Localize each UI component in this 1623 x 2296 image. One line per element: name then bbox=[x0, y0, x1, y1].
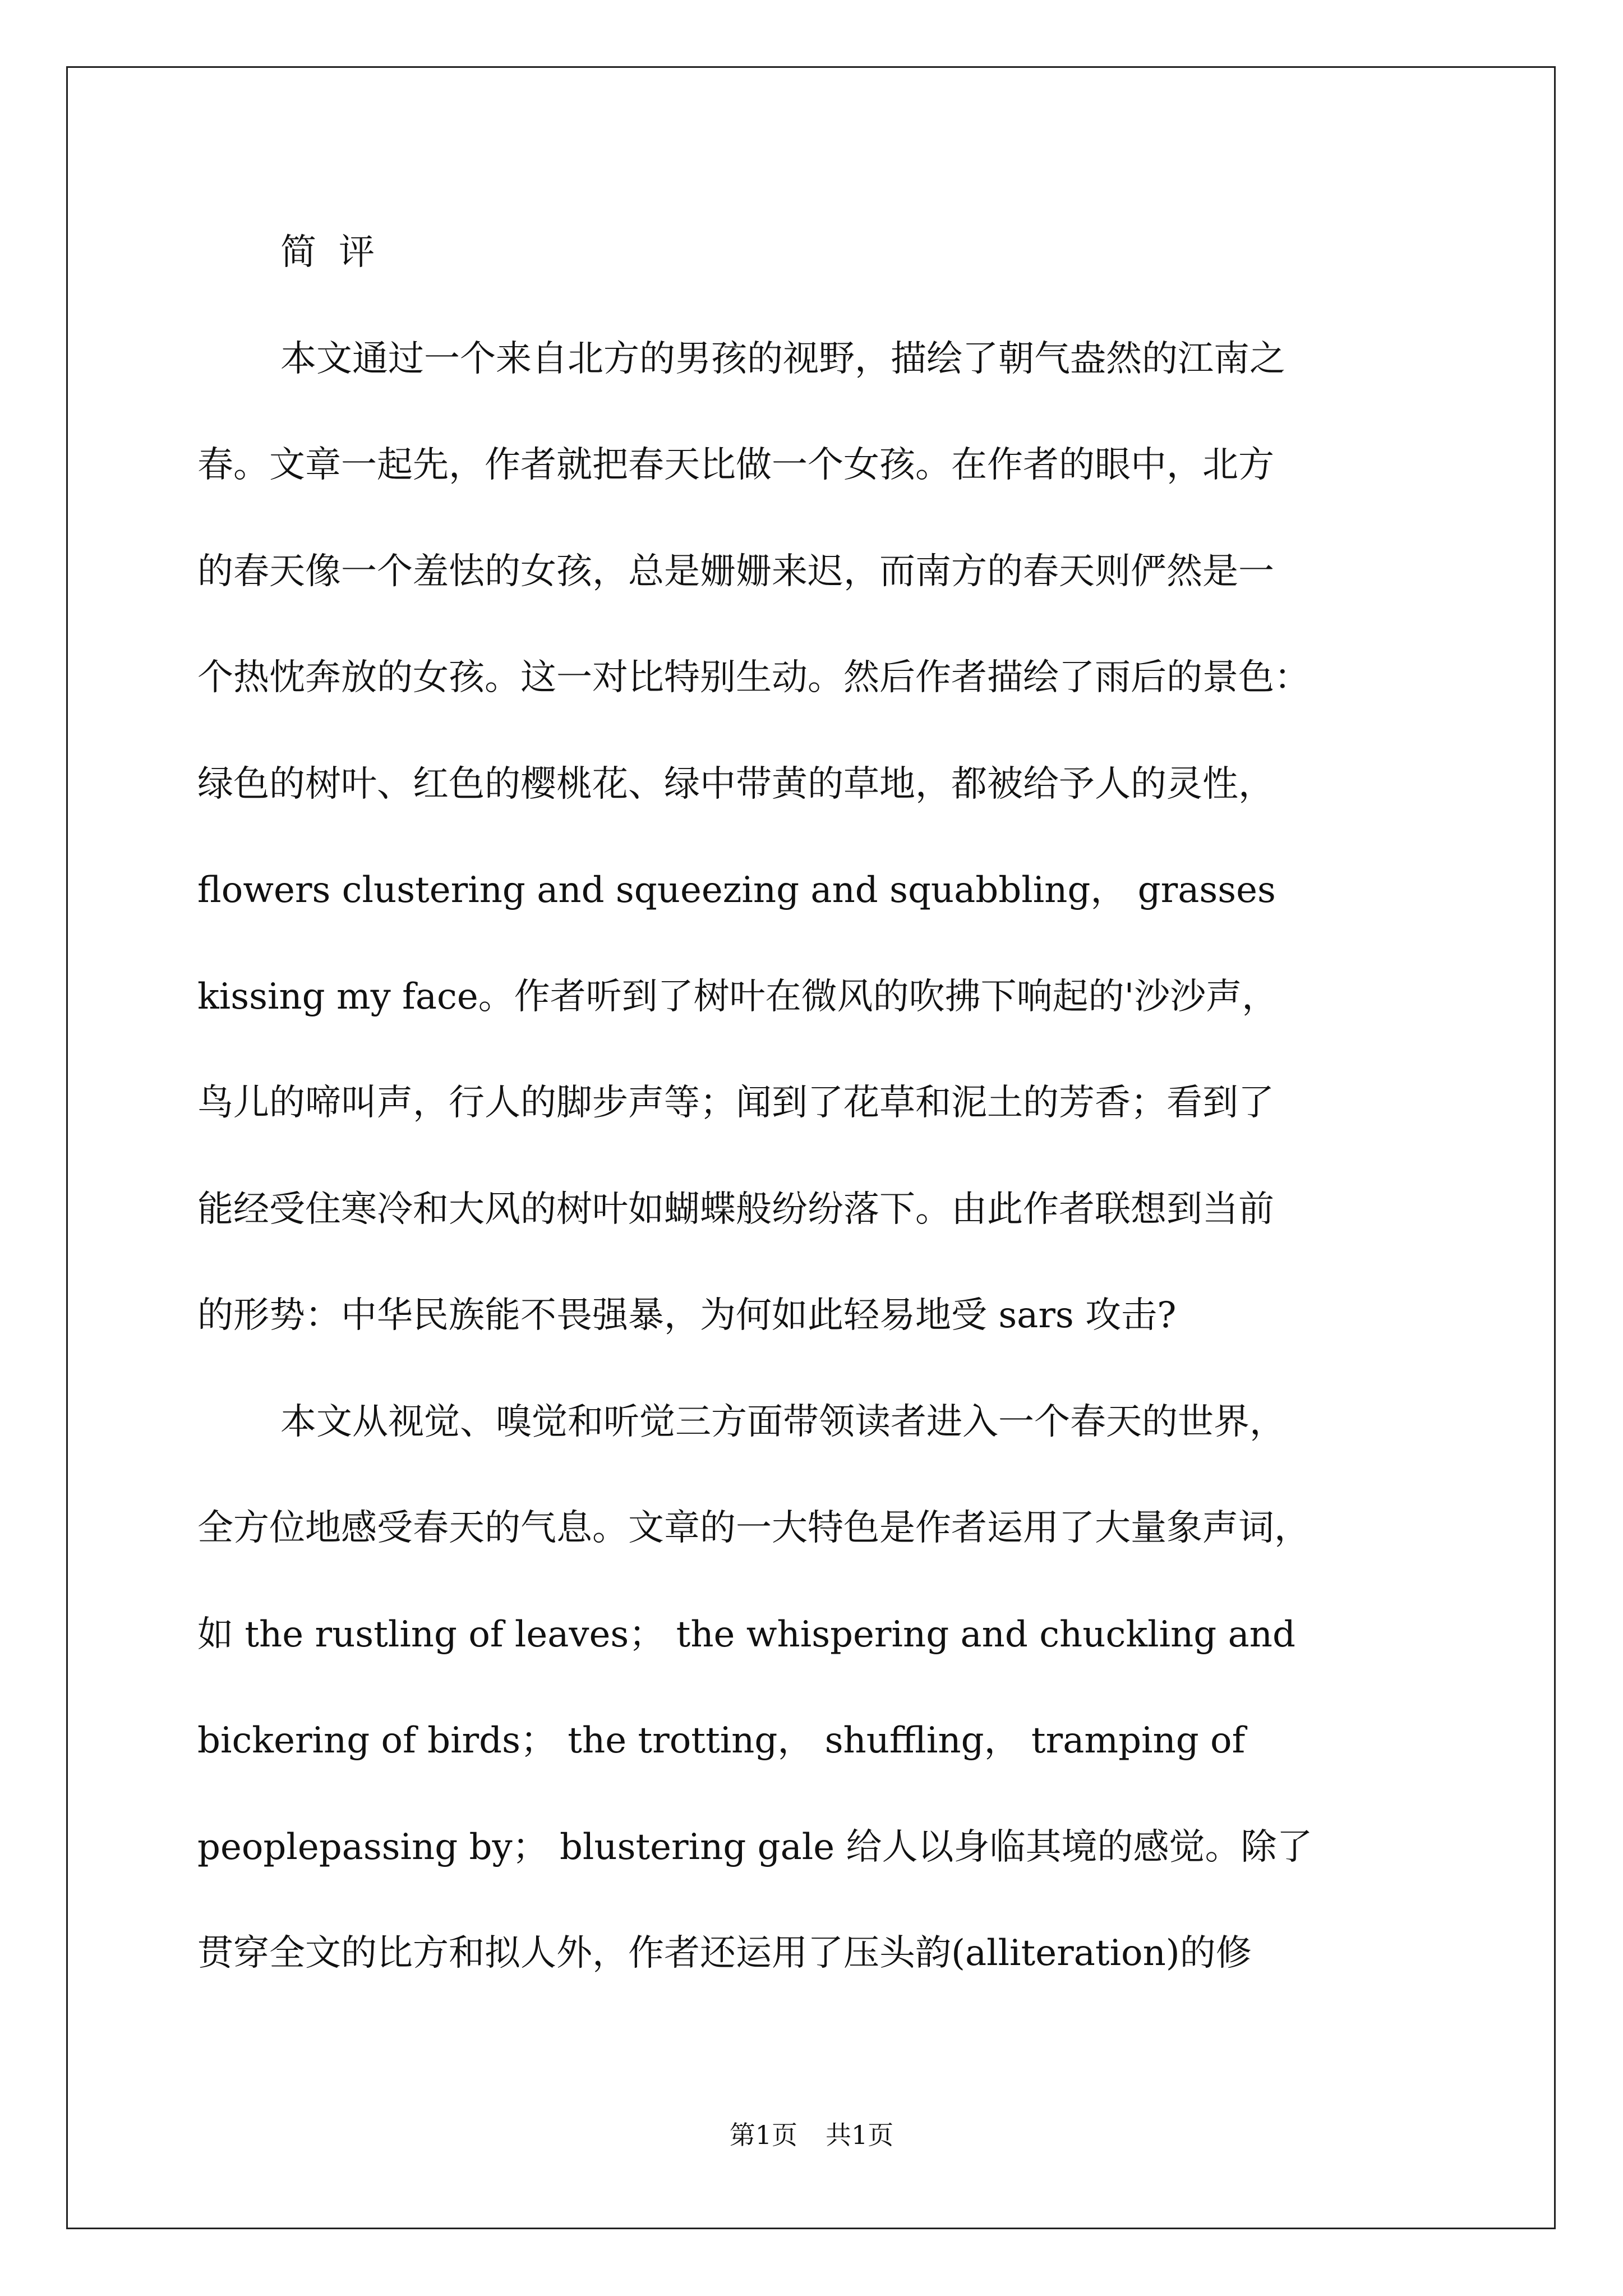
paragraph-line bbox=[197, 430, 1431, 537]
text-line: 的春天像一个羞怯的女孩，总是姗姗来迟，而南方的春天则俨然是一 bbox=[197, 550, 1274, 592]
paragraph-line bbox=[197, 855, 1431, 962]
text-line: kissing my face。作者听到了树叶在微风的吹拂下响起的'沙沙声， bbox=[197, 976, 1278, 1018]
paragraph-line bbox=[197, 537, 1431, 643]
paragraph-line bbox=[197, 962, 1431, 1069]
text-line: 本文从视觉、嗅觉和听觉三方面带领读者进入一个春天的世界， bbox=[280, 1401, 1285, 1443]
paragraph-line bbox=[197, 1600, 1431, 1706]
text-line: flowers clustering and squeezing and squabbling， grasses bbox=[197, 869, 1276, 911]
paragraph-line bbox=[197, 1175, 1431, 1281]
section-heading bbox=[197, 218, 1431, 324]
text-line: 春。文章一起先，作者就把春天比做一个女孩。在作者的眼中，北方 bbox=[197, 444, 1274, 486]
paragraph-line bbox=[197, 1281, 1431, 1387]
paragraph-line bbox=[197, 1812, 1431, 1919]
text-line: 贯穿全文的比方和拟人外，作者还运用了压头韵(alliteration)的修 bbox=[197, 1932, 1252, 1974]
text-line: 全方位地感受春天的气息。文章的一大特色是作者运用了大量象声词， bbox=[197, 1507, 1310, 1549]
page-number: 第1页 bbox=[729, 2120, 797, 2150]
text-line: 如 the rustling of leaves； the whispering and chuckling and bbox=[197, 1613, 1295, 1655]
paragraph-line bbox=[197, 643, 1431, 749]
text-line: bickering of birds； the trotting， shuffling， tramping of bbox=[197, 1720, 1246, 1761]
page-total: 共1页 bbox=[826, 2120, 894, 2150]
text-line: 绿色的树叶、红色的樱桃花、绿中带黄的草地，都被给予人的灵性， bbox=[197, 763, 1274, 805]
paragraph-line bbox=[197, 749, 1431, 856]
page-footer bbox=[0, 2118, 1623, 2152]
heading-char: 评 bbox=[339, 232, 375, 273]
paragraph-line bbox=[197, 1387, 1431, 1494]
heading-char: 简 bbox=[280, 232, 316, 273]
paragraph-line bbox=[197, 324, 1431, 431]
text-line: 的形势：中华民族能不畏强暴，为何如此轻易地受 sars 攻击? bbox=[197, 1295, 1177, 1336]
paragraph-line bbox=[197, 1918, 1431, 2025]
paragraph-line bbox=[197, 1706, 1431, 1812]
paragraph-line bbox=[197, 1068, 1431, 1175]
paragraph-line bbox=[197, 1493, 1431, 1600]
text-line: 个热忱奔放的女孩。这一对比特别生动。然后作者描绘了雨后的景色： bbox=[197, 657, 1310, 698]
text-line: 能经受住寒冷和大风的树叶如蝴蝶般纷纷落下。由此作者联想到当前 bbox=[197, 1188, 1274, 1230]
document-body bbox=[197, 218, 1431, 2025]
text-line: 本文通过一个来自北方的男孩的视野，描绘了朝气盎然的江南之 bbox=[280, 338, 1285, 380]
text-line: 鸟儿的啼叫声，行人的脚步声等；闻到了花草和泥土的芳香；看到了 bbox=[197, 1082, 1274, 1124]
text-line: peoplepassing by； blustering gale 给人以身临其境的感觉。除了 bbox=[197, 1826, 1313, 1868]
